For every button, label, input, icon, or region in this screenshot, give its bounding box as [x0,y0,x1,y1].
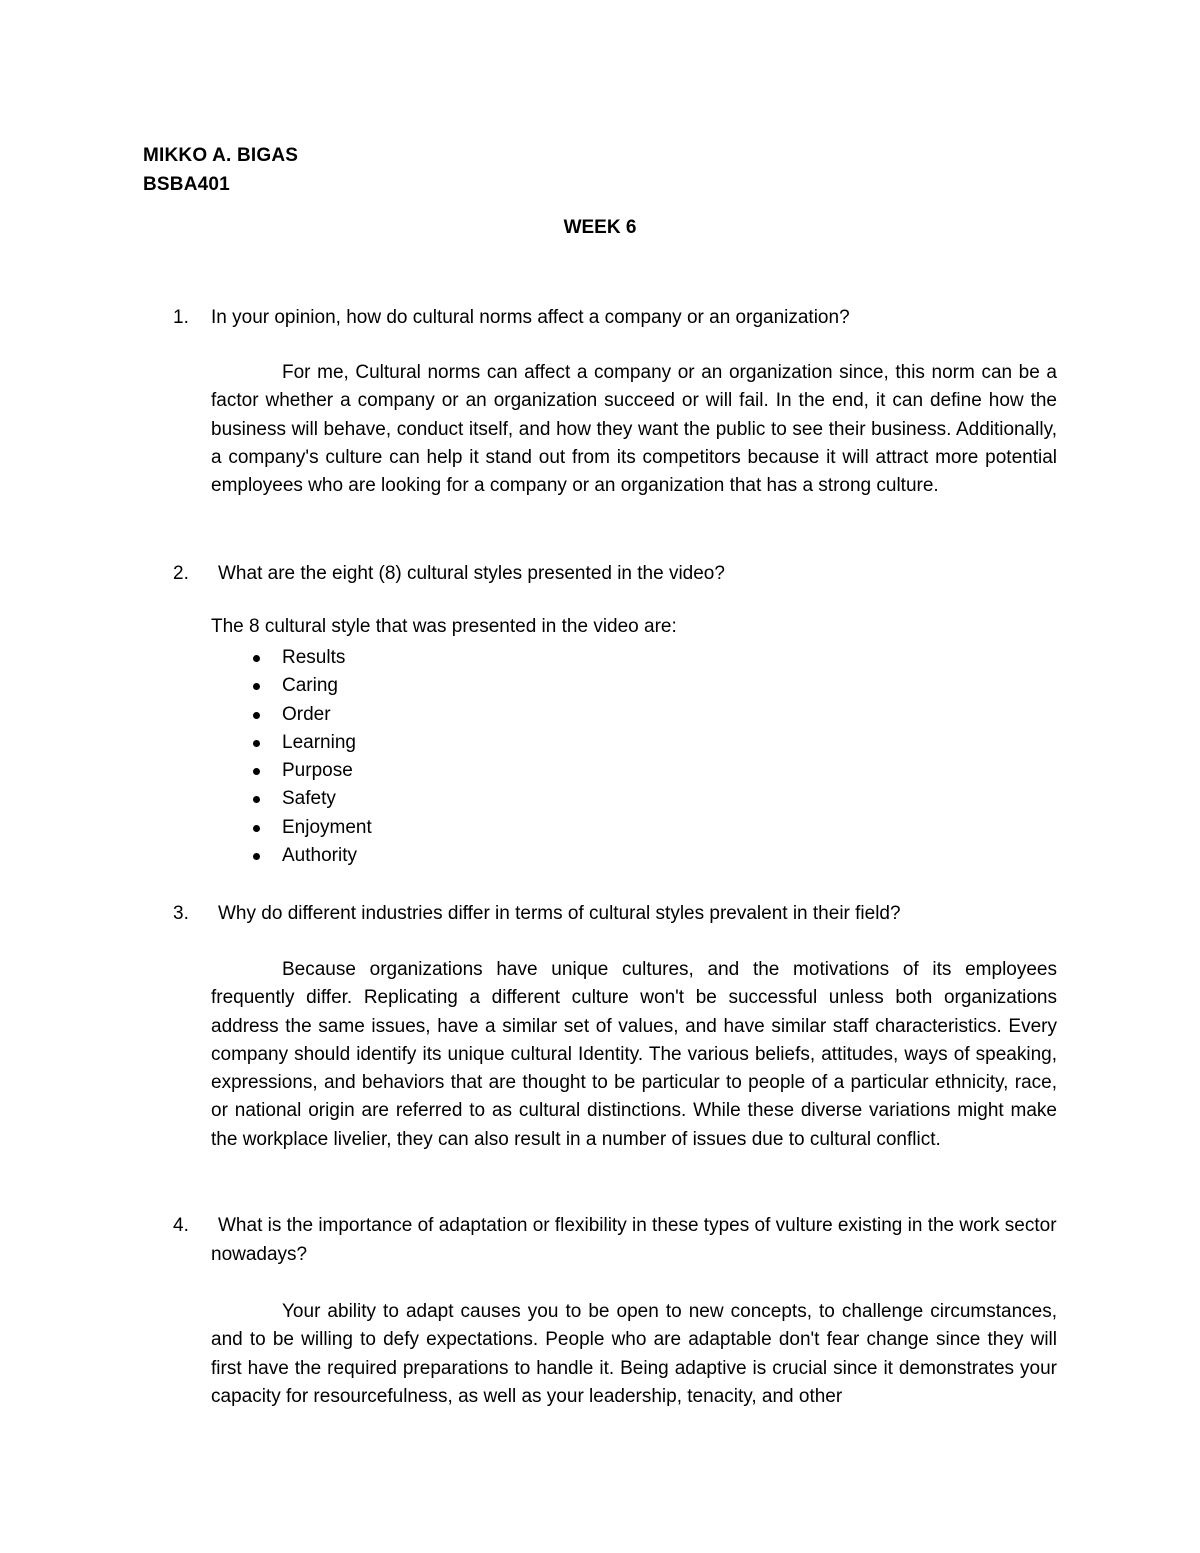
bullet-icon [253,768,260,775]
cultural-styles-intro: The 8 cultural style that was presented in the video are: [211,616,677,637]
list-item [246,701,372,729]
bullet-icon [253,796,260,803]
question-4-text: What is the importance of adaptation or flexibility in these types of vulture existing in the work sector nowadays? [211,1215,1057,1265]
question-3-text: Why do different industries differ in terms of cultural styles prevalent in their field? [218,903,901,924]
question-1-text: In your opinion, how do cultural norms affect a company or an organization? [211,307,850,328]
bullet-icon [253,655,260,662]
style-label: Results [282,647,346,668]
week-title: WEEK 6 [563,217,637,238]
cultural-styles-list [246,644,372,870]
list-item [246,729,372,757]
question-4-number: 4. [173,1215,189,1236]
bullet-icon [253,740,260,747]
list-item [246,644,372,672]
style-label: Authority [282,845,357,867]
style-label: Caring [282,675,338,697]
question-3-number: 3. [173,903,189,924]
bullet-icon [253,712,260,719]
style-label: Safety [282,788,336,810]
list-item [246,785,372,813]
bullet-icon [253,853,260,860]
list-item [246,814,372,842]
section-code: BSBA401 [143,174,230,195]
question-1-number: 1. [173,307,189,328]
list-item [246,757,372,785]
answer-4-text: Your ability to adapt causes you to be open to new concepts, to challenge circumstances, and to be willing to defy expectations. People who are adaptable don't fear change since they will first have the required preparations to handle it. Being adaptive is crucial since it demonstrates your capacity for resourcefulness, as well as your leadership, tenacity, and other [211,1301,1057,1407]
style-label: Purpose [282,760,353,782]
style-label: Learning [282,731,356,753]
answer-1-text: For me, Cultural norms can affect a company or an organization since, this norm can be a factor whether a company or an organization succeed or will fail. In the end, it can define how the business will behave, conduct itself, and how they want the public to see their business. Additionally, a company's culture can help it stand out from its competitors because it will attract more potential employees who are looking for a company or an organization that has a strong culture. [211,362,1057,497]
student-name: MIKKO A. BIGAS [143,145,299,166]
question-2-number: 2. [173,563,189,584]
question-2-text: What are the eight (8) cultural styles presented in the video? [218,563,725,584]
list-item [246,672,372,700]
bullet-icon [253,825,260,832]
list-item [246,842,372,870]
answer-3-text: Because organizations have unique cultures, and the motivations of its employees frequently differ. Replicating a different culture won't be successful unless both organizations address the same issues, have a similar set of values, and have similar staff characteristics. Every company should identify its unique cultural Identity. The various beliefs, attitudes, ways of speaking, expressions, and behaviors that are thought to be particular to people of a particular ethnicity, race, or national origin are referred to as cultural distinctions. While these diverse variations might make the workplace livelier, they can also result in a number of issues due to cultural conflict. [211,959,1057,1150]
style-label: Enjoyment [282,816,372,838]
style-label: Order [282,703,331,725]
bullet-icon [253,683,260,690]
